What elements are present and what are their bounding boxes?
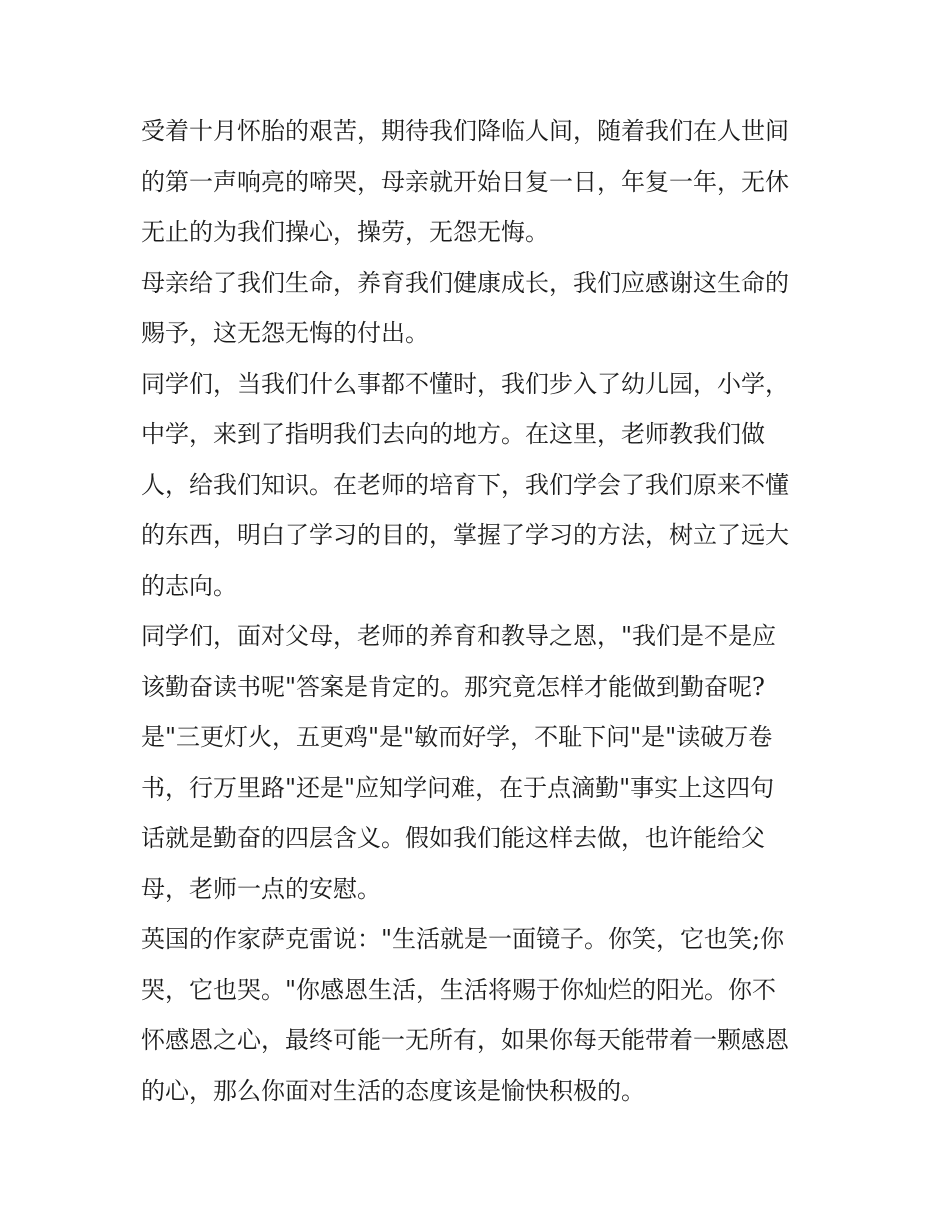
text-line: 英国的作家萨克雷说："生活就是一面镜子。你笑，它也笑;你 xyxy=(141,925,785,953)
document-body xyxy=(141,106,821,1116)
text-line: 是"三更灯火，五更鸡"是"敏而好学，不耻下问"是"读破万卷 xyxy=(141,723,773,751)
text-line: 中学，来到了指明我们去向的地方。在这里，老师教我们做 xyxy=(141,420,765,448)
text-line: 话就是勤奋的四层含义。假如我们能这样去做，也许能给父 xyxy=(141,824,765,852)
text-line: 同学们，当我们什么事都不懂时，我们步入了幼儿园，小学， xyxy=(141,369,789,398)
text-line: 受着十月怀胎的艰苦，期待我们降临人间，随着我们在人世间 xyxy=(141,117,789,145)
text-line: 母，老师一点的安慰。 xyxy=(141,874,381,903)
text-line: 的心，那么你面对生活的态度该是愉快积极的。 xyxy=(141,1076,645,1105)
text-line: 同学们，面对父母，老师的养育和教导之恩，"我们是不是应 xyxy=(141,622,777,650)
text-line: 人，给我们知识。在老师的培育下，我们学会了我们原来不懂 xyxy=(141,470,789,499)
text-line: 怀感恩之心，最终可能一无所有，如果你每天能带着一颗感恩 xyxy=(141,1026,789,1054)
text-line: 书，行万里路"还是"应知学问难，在于点滴勤"事实上这四句 xyxy=(141,773,775,802)
text-line: 哭，它也哭。"你感恩生活，生活将赐于你灿烂的阳光。你不 xyxy=(141,975,777,1004)
text-line: 无止的为我们操心，操劳，无怨无悔。 xyxy=(141,218,549,246)
text-line: 的东西，明白了学习的目的，掌握了学习的方法，树立了远大 xyxy=(141,521,789,549)
text-line: 赐予，这无怨无悔的付出。 xyxy=(141,319,429,347)
text-line: 的第一声响亮的啼哭，母亲就开始日复一日，年复一年，无休 xyxy=(141,167,789,196)
text-line: 的志向。 xyxy=(141,571,237,600)
text-line: 该勤奋读书呢"答案是肯定的。那究竟怎样才能做到勤奋呢? xyxy=(141,672,765,701)
text-line: 母亲给了我们生命，养育我们健康成长，我们应感谢这生命的 xyxy=(141,268,789,297)
